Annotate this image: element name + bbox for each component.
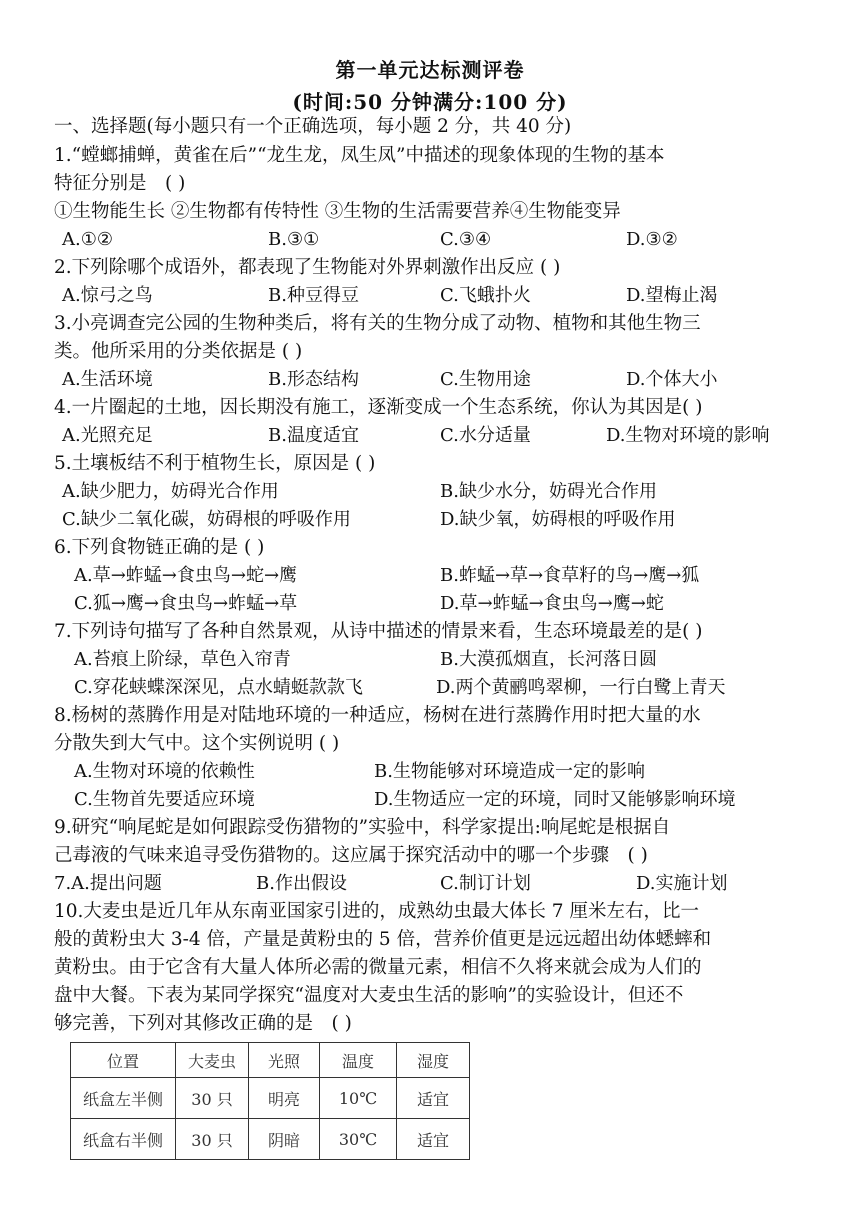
q1-option-d: D.③② — [626, 229, 678, 250]
q9-option-d: D.实施计划 — [636, 873, 728, 894]
page-subtitle: (时间:50 分钟满分:100 分) — [292, 90, 568, 114]
q4-option-d: D.生物对环境的影响 — [606, 425, 770, 446]
table-header-cell: 湿度 — [397, 1043, 470, 1078]
q1-stem-line3: ①生物能生长 ②生物都有传特性 ③生物的生活需要营养④生物能变异 — [54, 201, 621, 222]
table-cell: 纸盒左半侧 — [71, 1078, 176, 1119]
table-header-cell: 光照 — [249, 1043, 320, 1078]
table-row — [71, 1119, 470, 1160]
q3-option-b: B.形态结构 — [268, 369, 359, 390]
table-row — [71, 1078, 470, 1119]
q9-option-b: B.作出假设 — [256, 873, 347, 894]
q2-stem-line1: 2.下列除哪个成语外，都表现了生物能对外界刺激作出反应 ( ) — [54, 257, 561, 278]
q2-option-d: D.望梅止渴 — [626, 285, 718, 306]
q8-option-c: C.生物首先要适应环境 — [74, 789, 255, 810]
q3-option-c: C.生物用途 — [440, 369, 531, 390]
q8-option-b: B.生物能够对环境造成一定的影响 — [374, 761, 645, 782]
q5-option-a: A.缺少肥力，妨碍光合作用 — [62, 481, 279, 502]
q4-option-c: C.水分适量 — [440, 425, 531, 446]
q1-stem-line2: 特征分别是 ( ) — [54, 173, 186, 194]
q4-option-a: A.光照充足 — [62, 425, 153, 446]
q9-option-a: 7.A.提出问题 — [54, 873, 162, 894]
q3-option-a: A.生活环境 — [62, 369, 153, 390]
q2-option-a: A.惊弓之鸟 — [62, 285, 153, 306]
q5-option-c: C.缺少二氧化碳，妨碍根的呼吸作用 — [62, 509, 351, 530]
section-heading: 一、选择题(每小题只有一个正确选项，每小题 2 分，共 40 分) — [54, 116, 572, 137]
q1-option-c: C.③④ — [440, 229, 492, 250]
q9-stem-line2: 己毒液的气味来追寻受伤猎物的。这应属于探究活动中的哪一个步骤 ( ) — [54, 845, 648, 866]
q9-option-c: C.制订计划 — [440, 873, 531, 894]
q3-option-d: D.个体大小 — [626, 369, 718, 390]
q2-option-c: C.飞蛾扑火 — [440, 285, 531, 306]
experiment-table — [70, 1042, 470, 1160]
q5-stem-line1: 5.土壤板结不利于植物生长，原因是 ( ) — [54, 453, 376, 474]
q3-stem-line1: 3.小亮调查完公园的生物种类后，将有关的生物分成了动物、植物和其他生物三 — [54, 313, 701, 334]
table-cell: 30℃ — [320, 1119, 397, 1160]
table-cell: 适宜 — [397, 1119, 470, 1160]
q7-option-c: C.穿花蛱蝶深深见，点水蜻蜓款款飞 — [74, 677, 363, 698]
q10-stem-line3: 黄粉虫。由于它含有大量人体所必需的微量元素，相信不久将来就会成为人们的 — [54, 957, 702, 978]
q8-option-d: D.生物适应一定的环境，同时又能够影响环境 — [374, 789, 736, 810]
table-header-cell: 温度 — [320, 1043, 397, 1078]
q6-option-c: C.狐→鹰→食虫鸟→蚱蜢→草 — [74, 593, 298, 614]
q4-option-b: B.温度适宜 — [268, 425, 359, 446]
q7-option-a: A.苔痕上阶绿，草色入帘青 — [74, 649, 291, 670]
q7-option-b: B.大漠孤烟直，长河落日圆 — [440, 649, 657, 670]
q7-option-d: D.两个黄鹂鸣翠柳，一行白鹭上青天 — [436, 677, 726, 698]
q8-stem-line1: 8.杨树的蒸腾作用是对陆地环境的一种适应，杨树在进行蒸腾作用时把大量的水 — [54, 705, 701, 726]
q6-option-a: A.草→蚱蜢→食虫鸟→蛇→鹰 — [74, 565, 298, 586]
q6-option-d: D.草→蚱蜢→食虫鸟→鹰→蛇 — [440, 593, 664, 614]
table-cell: 30 只 — [176, 1078, 249, 1119]
q10-stem-line2: 般的黄粉虫大 3-4 倍，产量是黄粉虫的 5 倍，营养价值更是远远超出幼体蟋蟀和 — [54, 929, 712, 950]
page-title: 第一单元达标测评卷 — [335, 58, 525, 82]
table-cell: 纸盒右半侧 — [71, 1119, 176, 1160]
table-header-cell: 位置 — [71, 1043, 176, 1078]
q10-stem-line5: 够完善，下列对其修改正确的是 ( ) — [54, 1013, 352, 1034]
q1-option-a: A.①② — [62, 229, 113, 250]
q10-stem-line4: 盘中大餐。下表为某同学探究“温度对大麦虫生活的影响”的实验设计，但还不 — [54, 985, 684, 1006]
table-cell: 30 只 — [176, 1119, 249, 1160]
q6-stem-line1: 6.下列食物链正确的是 ( ) — [54, 537, 265, 558]
table-cell: 适宜 — [397, 1078, 470, 1119]
q7-stem-line1: 7.下列诗句描写了各种自然景观，从诗中描述的情景来看，生态环境最差的是( ) — [54, 621, 703, 642]
q1-option-b: B.③① — [268, 229, 320, 250]
table-header-row — [71, 1043, 470, 1078]
q5-option-d: D.缺少氧，妨碍根的呼吸作用 — [440, 509, 676, 530]
q5-option-b: B.缺少水分，妨碍光合作用 — [440, 481, 657, 502]
q3-stem-line2: 类。他所采用的分类依据是 ( ) — [54, 341, 303, 362]
table-cell: 明亮 — [249, 1078, 320, 1119]
table-header-cell: 大麦虫 — [176, 1043, 249, 1078]
q6-option-b: B.蚱蜢→草→食草籽的鸟→鹰→狐 — [440, 565, 700, 586]
q2-option-b: B.种豆得豆 — [268, 285, 359, 306]
q10-stem-line1: 10.大麦虫是近几年从东南亚国家引进的，成熟幼虫最大体长 7 厘米左右，比一 — [54, 901, 699, 922]
q4-stem-line1: 4.一片圈起的土地，因长期没有施工，逐渐变成一个生态系统，你认为其因是( ) — [54, 397, 703, 418]
table-cell: 阴暗 — [249, 1119, 320, 1160]
table-cell: 10℃ — [320, 1078, 397, 1119]
q8-stem-line2: 分散失到大气中。这个实例说明 ( ) — [54, 733, 340, 754]
q9-stem-line1: 9.研究“响尾蛇是如何跟踪受伤猎物的”实验中，科学家提出:响尾蛇是根据自 — [54, 817, 671, 838]
q1-stem-line1: 1.“螳螂捕蝉，黄雀在后”“龙生龙，凤生凤”中描述的现象体现的生物的基本 — [54, 145, 665, 166]
q8-option-a: A.生物对环境的依赖性 — [74, 761, 255, 782]
